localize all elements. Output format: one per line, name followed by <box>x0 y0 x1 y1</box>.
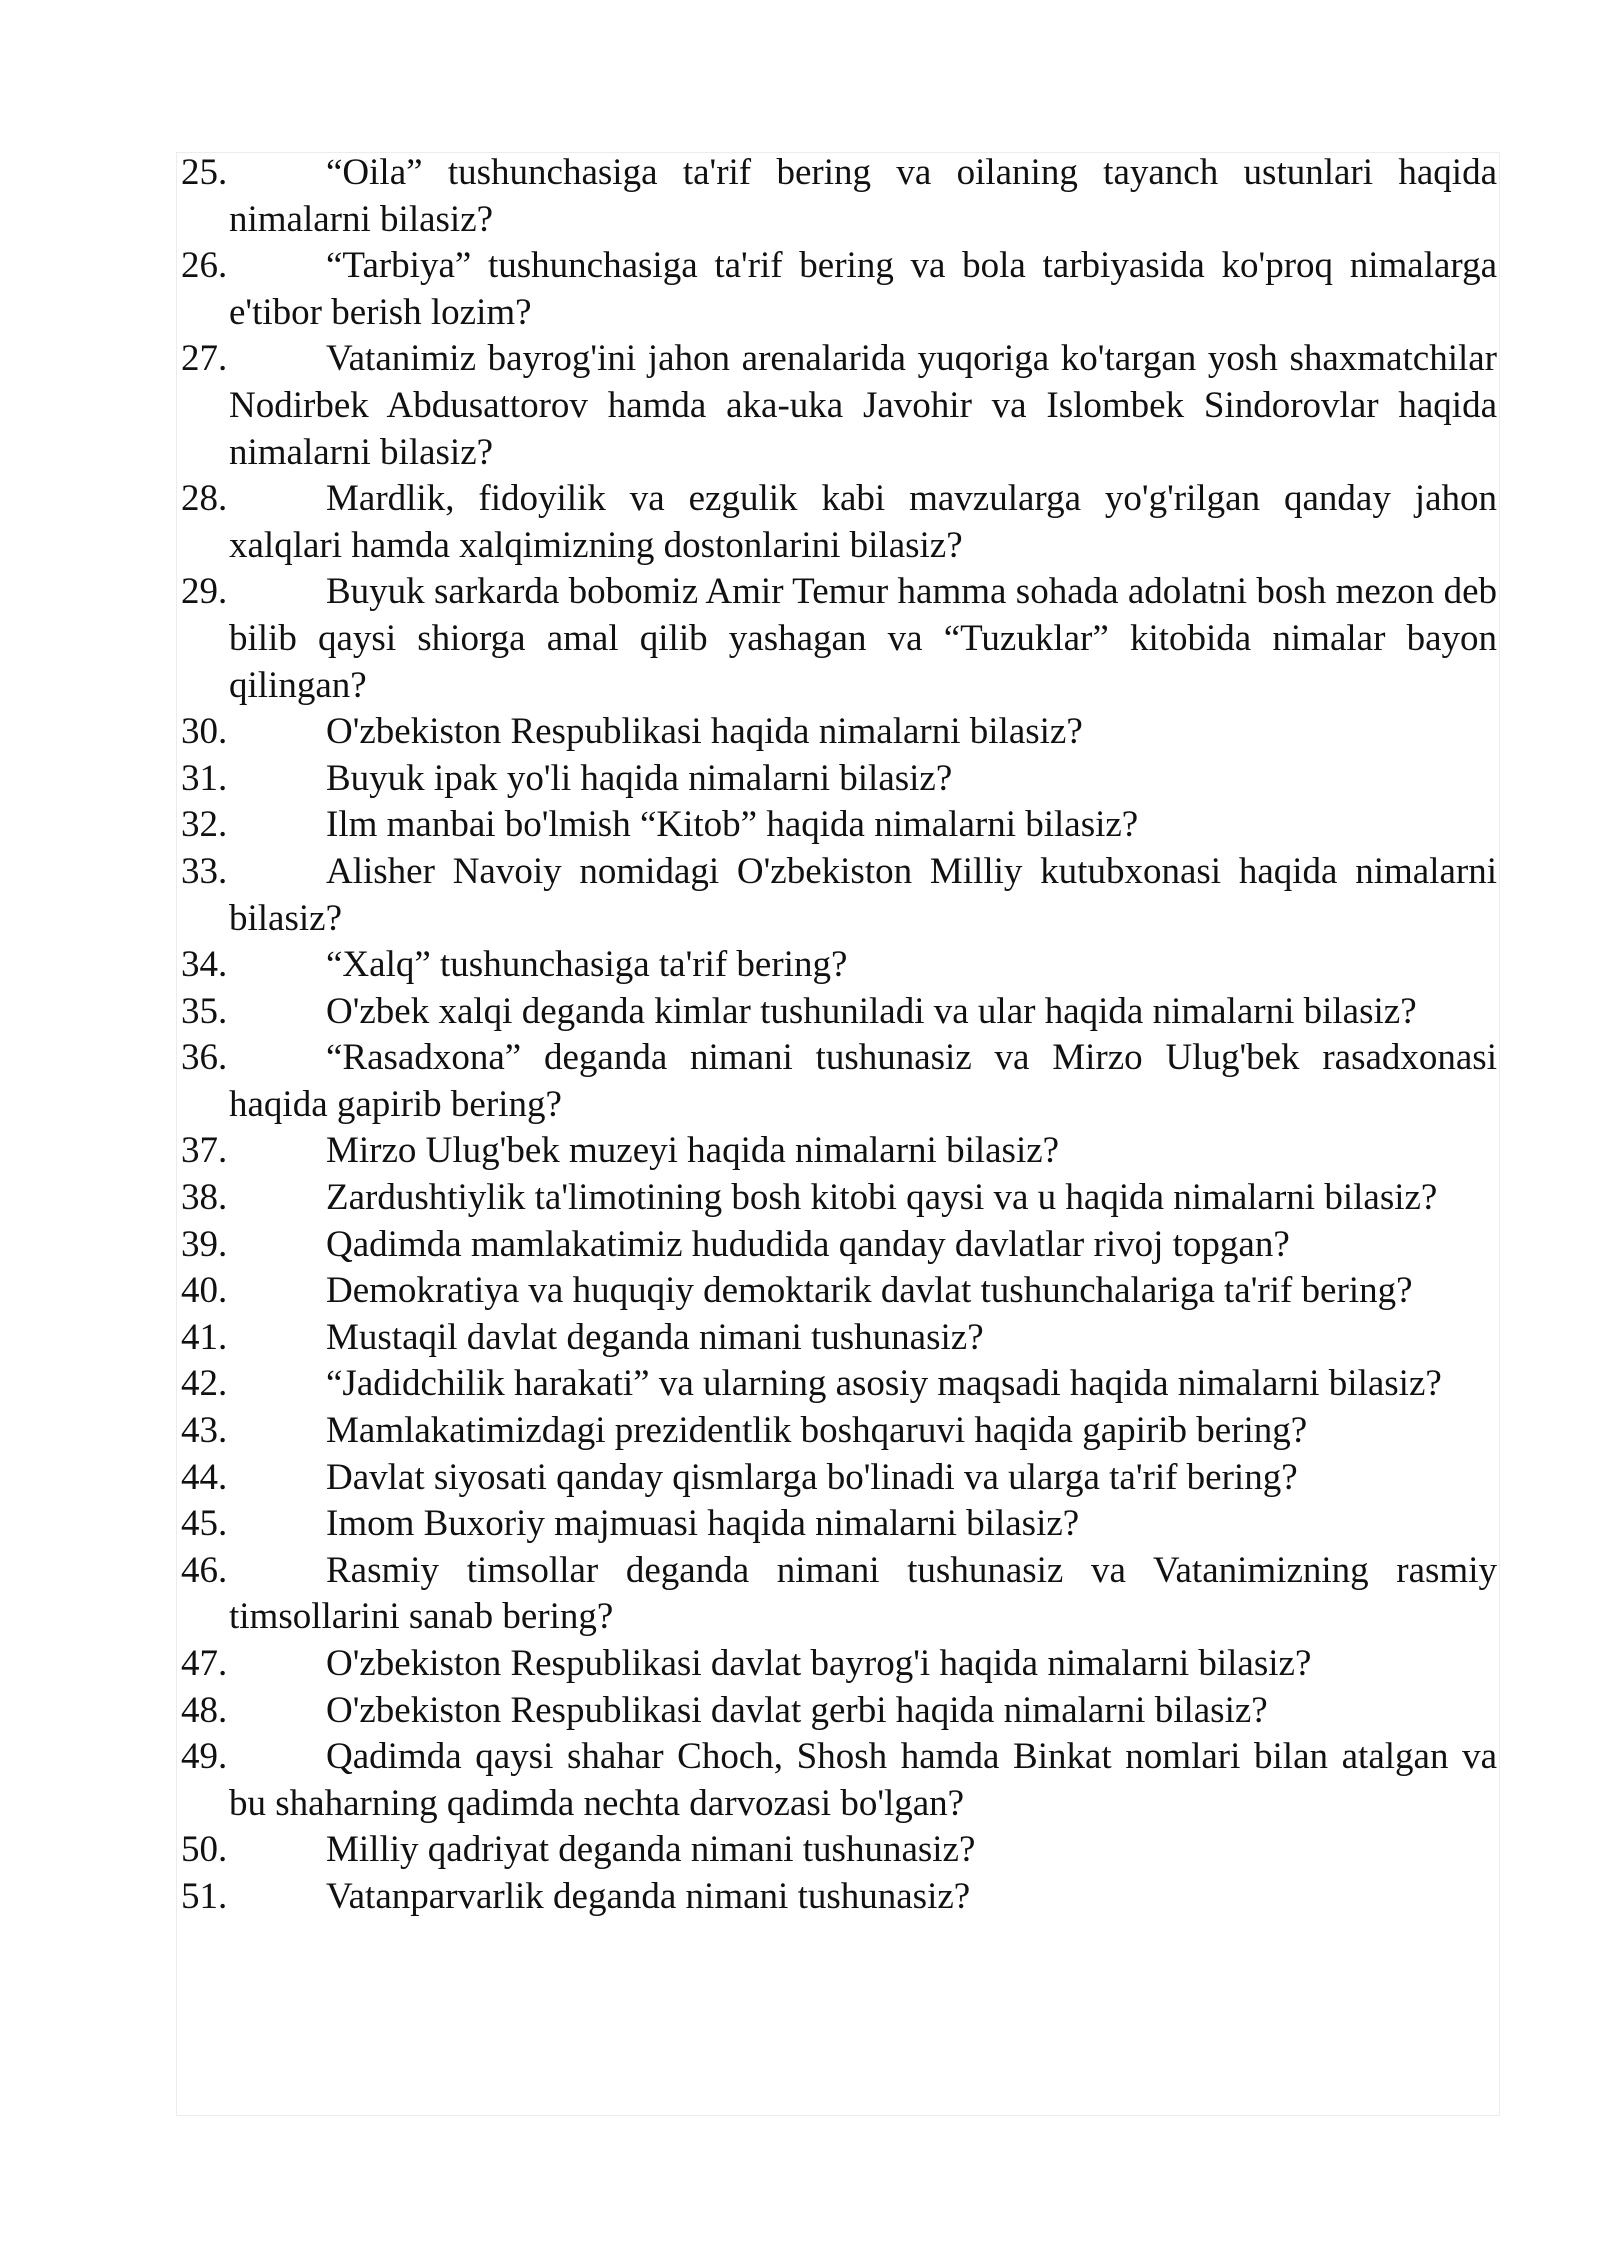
question-item <box>181 1827 1497 1874</box>
question-number: 49. <box>181 1736 228 1778</box>
question-item <box>181 1128 1497 1175</box>
question-item <box>181 1455 1497 1502</box>
question-number: 34. <box>181 944 228 986</box>
question-text: Buyuk sarkarda bobomiz Amir Temur hamma sohada adolatni bosh mezon deb bilib qaysi shiorga amal qilib yashagan va “Tuzuklar” kitobida nimalar bayon qilingan? <box>229 571 1497 706</box>
question-item <box>181 942 1497 989</box>
question-text: Buyuk ipak yo'li haqida nimalarni bilasiz? <box>326 757 953 799</box>
question-number: 32. <box>181 804 228 846</box>
question-text: Zardushtiylik ta'limotining bosh kitobi qaysi va u haqida nimalarni bilasiz? <box>326 1177 1438 1219</box>
question-text: “Xalq” tushunchasiga ta'rif bering? <box>326 944 848 986</box>
question-text: Davlat siyosati qanday qismlarga bo'linadi va ularga ta'rif bering? <box>326 1456 1298 1498</box>
question-text: “Oila” tushunchasiga ta'rif bering va oilaning tayanch ustunlari haqida nimalarni bilasiz? <box>229 152 1497 240</box>
question-item <box>181 1175 1497 1222</box>
question-item <box>181 569 1497 709</box>
question-number: 31. <box>181 757 228 799</box>
question-number: 44. <box>181 1456 228 1498</box>
question-text: Mamlakatimizdagi prezidentlik boshqaruvi haqida gapirib bering? <box>326 1410 1308 1452</box>
question-item <box>181 336 1497 476</box>
question-number: 33. <box>181 850 228 892</box>
question-item <box>181 1315 1497 1362</box>
question-text: Qadimda qaysi shahar Choch, Shosh hamda Binkat nomlari bilan atalgan va bu shaharning qadimda nechta darvozasi bo'lgan? <box>229 1736 1497 1824</box>
question-item <box>181 756 1497 803</box>
question-item <box>181 1361 1497 1408</box>
question-number: 28. <box>181 478 228 520</box>
question-item <box>181 1222 1497 1269</box>
question-text: Vatanparvarlik deganda nimani tushunasiz? <box>326 1875 971 1917</box>
question-number: 51. <box>181 1875 228 1917</box>
question-text: Ilm manbai bo'lmish “Kitob” haqida nimalarni bilasiz? <box>326 804 1139 846</box>
question-item <box>181 1035 1497 1128</box>
question-text: Demokratiya va huquqiy demoktarik davlat tushunchalariga ta'rif bering? <box>326 1270 1413 1312</box>
question-text: Mirzo Ulug'bek muzeyi haqida nimalarni bilasiz? <box>326 1130 1060 1172</box>
question-item <box>181 1408 1497 1455</box>
question-text: Alisher Navoiy nomidagi O'zbekiston Milliy kutubxonasi haqida nimalarni bilasiz? <box>229 850 1497 939</box>
question-item <box>181 1688 1497 1735</box>
question-number: 36. <box>181 1037 228 1079</box>
question-item <box>181 709 1497 756</box>
question-text: Mardlik, fidoyilik va ezgulik kabi mavzularga yo'g'rilgan qanday jahon xalqlari hamda xalqimizning dostonlarini bilasiz? <box>229 478 1497 566</box>
question-text: O'zbekiston Respublikasi haqida nimalarni bilasiz? <box>326 711 1083 753</box>
question-number: 42. <box>181 1363 228 1405</box>
question-item <box>181 1641 1497 1688</box>
question-item <box>181 1874 1497 1921</box>
question-number: 47. <box>181 1643 228 1684</box>
question-item <box>181 1501 1497 1548</box>
question-number: 25. <box>181 152 228 193</box>
question-item <box>181 1734 1497 1827</box>
question-item <box>181 150 1497 243</box>
question-number: 46. <box>181 1549 228 1591</box>
question-item <box>181 1548 1497 1641</box>
question-text: O'zbekiston Respublikasi davlat bayrog'i haqida nimalarni bilasiz? <box>326 1643 1312 1684</box>
question-number: 50. <box>181 1829 228 1871</box>
question-text: O'zbek xalqi deganda kimlar tushuniladi va ular haqida nimalarni bilasiz? <box>326 990 1417 1032</box>
question-item <box>181 989 1497 1036</box>
question-number: 37. <box>181 1130 228 1172</box>
question-number: 30. <box>181 711 228 753</box>
question-text: Rasmiy timsollar deganda nimani tushunasiz va Vatanimizning rasmiy timsollarini sanab bering? <box>229 1549 1497 1638</box>
question-number: 29. <box>181 571 228 613</box>
question-number: 26. <box>181 245 228 287</box>
question-list <box>181 150 1497 1921</box>
question-number: 41. <box>181 1316 228 1358</box>
question-number: 43. <box>181 1410 228 1452</box>
question-text: Mustaqil davlat deganda nimani tushunasiz? <box>326 1316 984 1358</box>
question-number: 38. <box>181 1177 228 1219</box>
question-text: O'zbekiston Respublikasi davlat gerbi haqida nimalarni bilasiz? <box>326 1689 1268 1731</box>
question-item <box>181 1268 1497 1315</box>
question-text: “Rasadxona” deganda nimani tushunasiz va Mirzo Ulug'bek rasadxonasi haqida gapirib bering? <box>229 1037 1497 1125</box>
question-text: Imom Buxoriy majmuasi haqida nimalarni bilasiz? <box>326 1503 1080 1545</box>
question-number: 40. <box>181 1270 228 1312</box>
question-number: 35. <box>181 990 228 1032</box>
question-text: Qadimda mamlakatimiz hududida qanday davlatlar rivoj topgan? <box>326 1223 1290 1265</box>
question-number: 39. <box>181 1223 228 1265</box>
question-text: Vatanimiz bayrog'ini jahon arenalarida yuqoriga ko'targan yosh shaxmatchilar Nodirbek Abdusattorov hamda aka-uka Javohir va Islombek Sindorovlar haqida nimalarni bilasiz? <box>229 338 1497 473</box>
question-text: “Tarbiya” tushunchasiga ta'rif bering va bola tarbiyasida ko'proq nimalarga e'tibor berish lozim? <box>229 245 1497 333</box>
question-number: 45. <box>181 1503 228 1545</box>
question-number: 27. <box>181 338 228 380</box>
question-item <box>181 849 1497 942</box>
question-item <box>181 802 1497 849</box>
question-text: Milliy qadriyat deganda nimani tushunasiz? <box>326 1829 976 1871</box>
question-number: 48. <box>181 1689 228 1731</box>
question-text: “Jadidchilik harakati” va ularning asosiy maqsadi haqida nimalarni bilasiz? <box>326 1363 1442 1405</box>
question-item <box>181 243 1497 336</box>
question-item <box>181 476 1497 569</box>
